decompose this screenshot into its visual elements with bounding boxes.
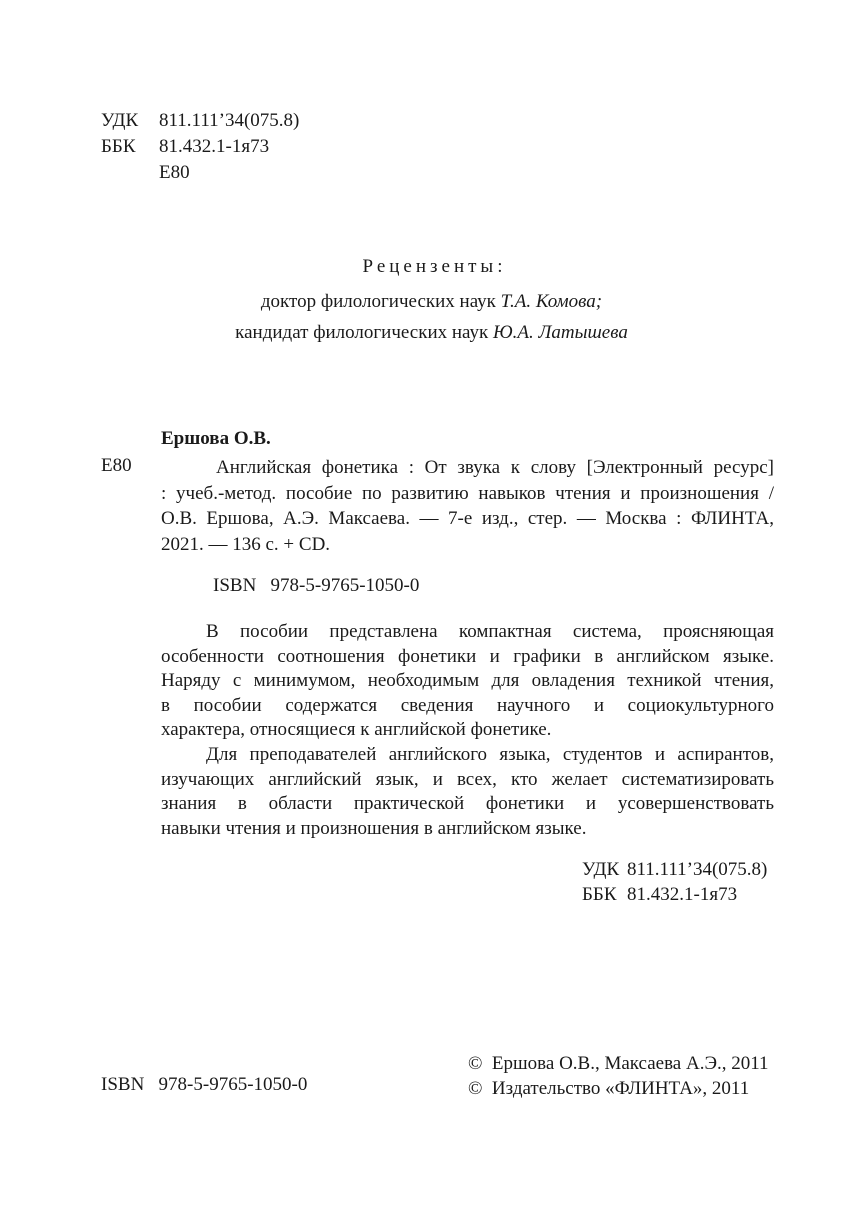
udk-value: 811.111’34(075.8) xyxy=(159,110,300,131)
annotation-line: изучающих английский язык, и всех, кто желает систематизировать xyxy=(161,768,774,790)
copyright-authors: © Ершова О.В., Максаева А.Э., 2011 xyxy=(468,1053,769,1074)
classification-block xyxy=(101,109,299,187)
bbk-line xyxy=(582,883,767,908)
bibliographic-description xyxy=(161,455,774,557)
bbk-value: 81.432.1-1я73 xyxy=(159,136,270,157)
index-code: Е80 xyxy=(101,455,132,476)
author-mark: Е80 xyxy=(159,162,190,183)
annotation-line: характера, относящиеся к английской фонетике. xyxy=(161,719,552,741)
annotation-line: Для преподавателей английского языка, студентов и аспирантов, xyxy=(206,743,774,765)
annotation-line: навыки чтения и произношения в английском языке. xyxy=(161,817,587,839)
reviewer-name: Т.А. Комова; xyxy=(500,291,603,312)
annotation-line: В пособии представлена компактная система, проясняющая xyxy=(206,621,774,642)
isbn-footer: ISBN 978-5-9765-1050-0 xyxy=(101,1074,308,1095)
annotation xyxy=(161,620,774,841)
bbk-label: ББК xyxy=(101,136,136,157)
annotation-line: особенности соотношения фонетики и графики в английском языке. xyxy=(161,645,774,667)
udk-line xyxy=(101,109,299,135)
isbn-record: ISBN 978-5-9765-1050-0 xyxy=(213,575,420,596)
copyright-publisher: © Издательство «ФЛИНТА», 2011 xyxy=(468,1078,750,1099)
bib-line: : учеб.-метод. пособие по развитию навыков чтения и произношения / xyxy=(161,482,774,504)
bib-line: О.В. Ершова, А.Э. Максаева. — 7-е изд., стер. — Москва : ФЛИНТА, xyxy=(161,508,774,529)
copyright-block xyxy=(468,1052,769,1102)
author-heading: Ершова О.В. xyxy=(161,428,271,449)
reviewer-1 xyxy=(0,291,863,313)
bbk-label: ББК xyxy=(582,884,617,905)
bbk-line xyxy=(101,135,299,161)
annotation-line: Наряду с минимумом, необходимым для овладения техникой чтения, xyxy=(161,670,774,692)
bib-line: Английская фонетика : От звука к слову [Электронный ресурс] xyxy=(216,457,774,478)
reviewer-role: доктор филологических наук xyxy=(260,291,496,312)
udk-line xyxy=(582,858,767,883)
author-mark-line xyxy=(101,161,299,187)
reviewer-name: Ю.А. Латышева xyxy=(493,322,628,343)
udk-value: 811.111’34(075.8) xyxy=(627,859,768,880)
classification-block-right xyxy=(582,858,767,908)
annotation-line: в пособии содержатся сведения научного и социокультурного xyxy=(161,694,774,716)
reviewers-heading: Рецензенты: xyxy=(362,256,507,277)
udk-label: УДК xyxy=(582,859,620,880)
reviewer-2 xyxy=(0,322,863,344)
bib-line: 2021. — 136 с. + CD. xyxy=(161,533,331,555)
bbk-value: 81.432.1-1я73 xyxy=(627,884,738,905)
udk-label: УДК xyxy=(101,110,139,131)
reviewer-role: кандидат филологических наук xyxy=(235,322,489,343)
annotation-line: знания в области практической фонетики и усовершенствовать xyxy=(161,793,774,815)
